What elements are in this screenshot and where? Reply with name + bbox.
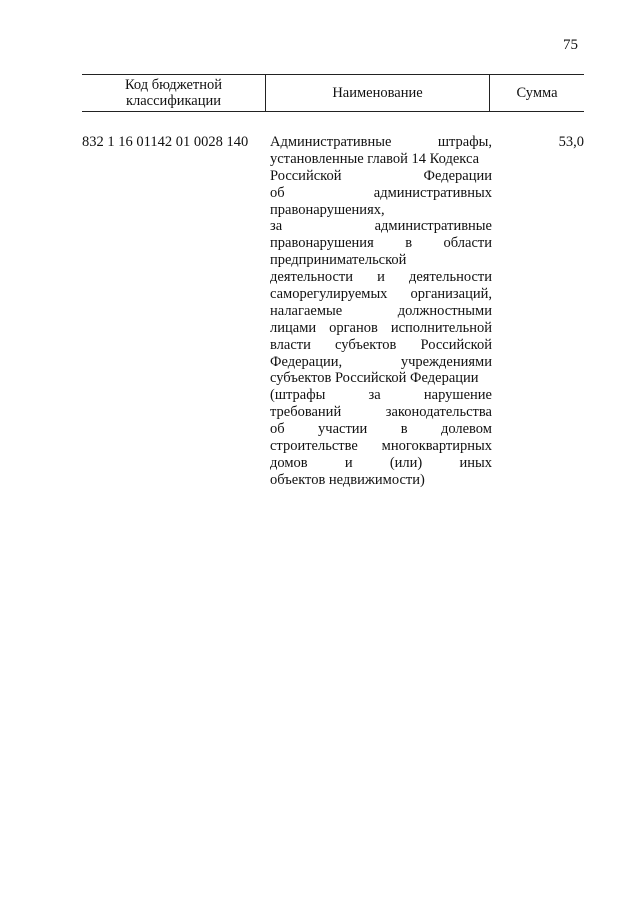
header-sum: Сумма <box>516 85 558 101</box>
row-name-line: правонарушениях, <box>270 201 385 218</box>
row-name-line: правонарушения в области <box>270 235 492 252</box>
page-number: 75 <box>563 37 578 53</box>
row-name-line: установленные главой 14 Кодекса <box>270 150 480 167</box>
header-code <box>82 75 266 111</box>
row-code: 832 1 16 01142 01 0028 140 <box>82 134 249 150</box>
row-name-line: деятельности и деятельности <box>270 269 492 286</box>
row-name <box>270 134 492 489</box>
row-sum: 53,0 <box>558 134 584 150</box>
row-name-line: субъектов Российской Федерации <box>270 370 479 387</box>
row-name-line: домов и (или) иных <box>270 454 492 471</box>
row-name-line: лицами органов исполнительной <box>270 319 492 336</box>
row-name-line: об административных <box>270 184 492 201</box>
table-row <box>82 134 584 489</box>
row-name-line: строительстве многоквартирных <box>270 438 492 455</box>
table-header <box>82 74 584 112</box>
header-name: Наименование <box>266 75 490 111</box>
row-name-line: саморегулируемых организаций, <box>270 286 492 303</box>
row-name-line: за административные <box>270 218 492 235</box>
row-name-line: объектов недвижимости) <box>270 471 425 488</box>
row-name-line: требований законодательства <box>270 404 492 421</box>
budget-table <box>82 74 584 489</box>
row-name-line: (штрафы за нарушение <box>270 387 492 404</box>
row-name-line: налагаемые должностными <box>270 302 492 319</box>
row-name-line: об участии в долевом <box>270 421 492 438</box>
row-name-line: Российской Федерации <box>270 167 492 184</box>
row-name-line: предпринимательской <box>270 252 407 269</box>
row-name-line: Федерации, учреждениями <box>270 353 492 370</box>
row-name-line: Административные штрафы, <box>270 134 492 150</box>
header-code-line: Код бюджетной <box>124 77 222 93</box>
row-name-line: власти субъектов Российской <box>270 336 492 353</box>
header-code-line: классификации <box>125 93 222 109</box>
